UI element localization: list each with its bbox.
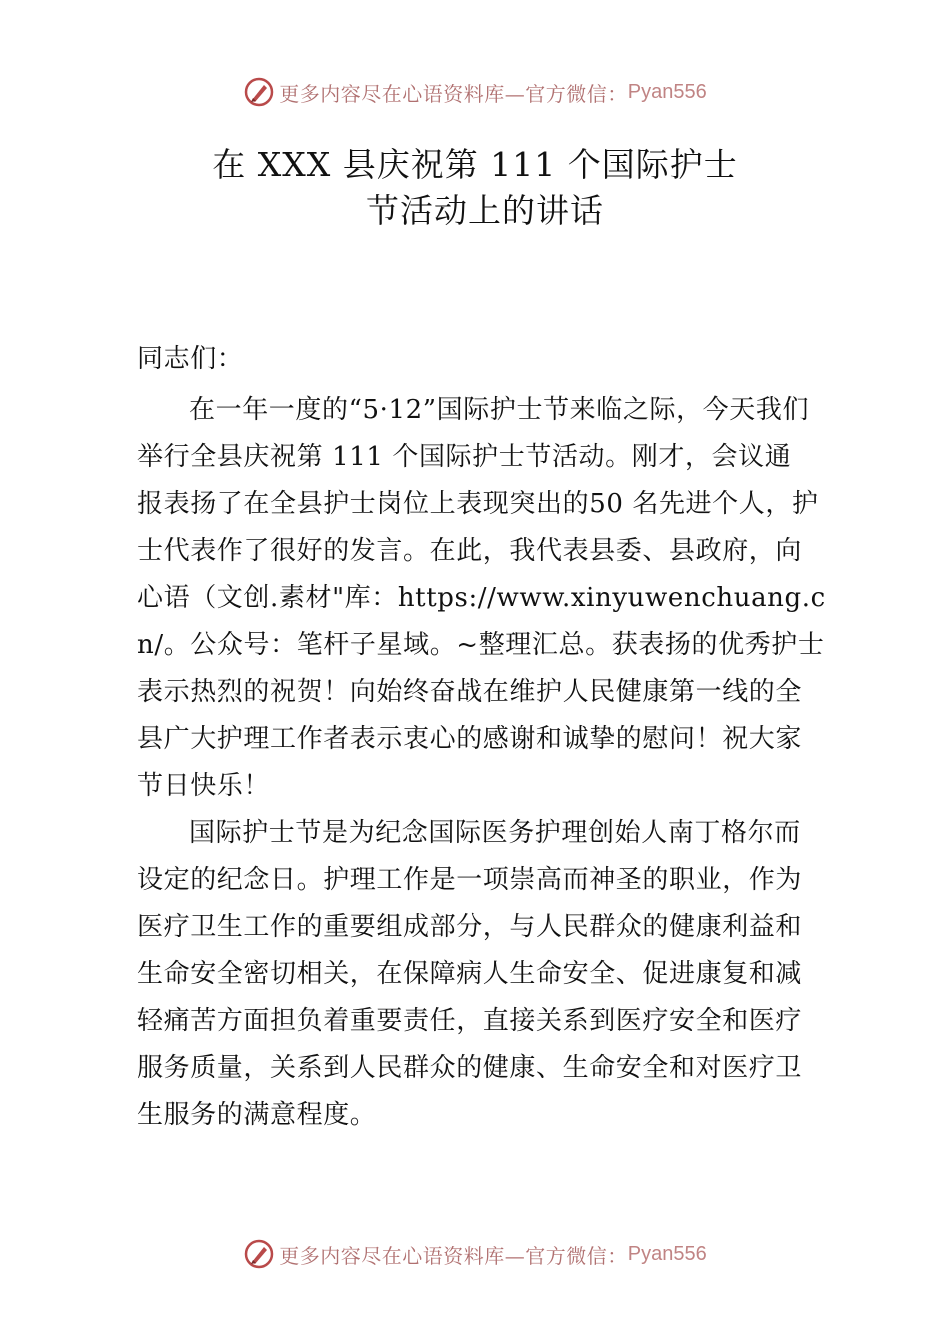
document-title: [0, 142, 950, 234]
title-line-2: 节活动上的讲话: [366, 191, 604, 230]
paragraph-1b: 报表扬了在全县护士岗位上表现突出的50 名先进个人，护士代表作了很好的发言。在此，我代表县委、县政府，向心语（文创.素材"库：https://www.xinyuwenchuang.cn/。公众号：笔杆子星域。~整理汇总。获表扬的优秀护士表示热烈的祝贺！向始终奋战在维护人民健康第一线的全县广大护理工作者表示衷心的感谢和诚挚的慰问！祝大家节日快乐！: [137, 489, 826, 801]
document-body: [137, 336, 827, 1139]
banner-wechat-id: Pyan556: [627, 80, 707, 103]
salutation: 同志们：: [137, 344, 244, 374]
paragraph-2-first-line: 国际护士节是为纪念国际医务护理创始人南丁格尔而: [189, 818, 801, 848]
paragraph-2-rest: 设定的纪念日。护理工作是一项崇高而神圣的职业，作为医疗卫生工作的重要组成部分，与人民群众的健康利益和生命安全密切相关，在保障病人生命安全、促进康复和减轻痛苦方面担负着重要责任，直接关系到医疗安全和医疗服务质量，关系到人民群众的健康、生命安全和对医疗卫生服务的满意程度。: [137, 865, 803, 1130]
banner-text: 更多内容尽在心语资料库—官方微信：: [279, 1243, 628, 1268]
banner-wechat-id: Pyan556: [627, 1242, 707, 1265]
header-banner: [0, 72, 950, 112]
pen-logo-icon: [243, 76, 275, 108]
footer-banner: [0, 1234, 950, 1274]
banner-text: 更多内容尽在心语资料库—官方微信：: [279, 81, 628, 106]
paragraph-1a: 在一年一度的“5·12”国际护士节来临之际，今天我们举行全县庆祝第 111 个国际护士节活动。刚才，会议通: [137, 395, 810, 472]
title-line-1: 在 XXX 县庆祝第 111 个国际护士: [212, 145, 738, 184]
pen-logo-icon: [243, 1238, 275, 1270]
